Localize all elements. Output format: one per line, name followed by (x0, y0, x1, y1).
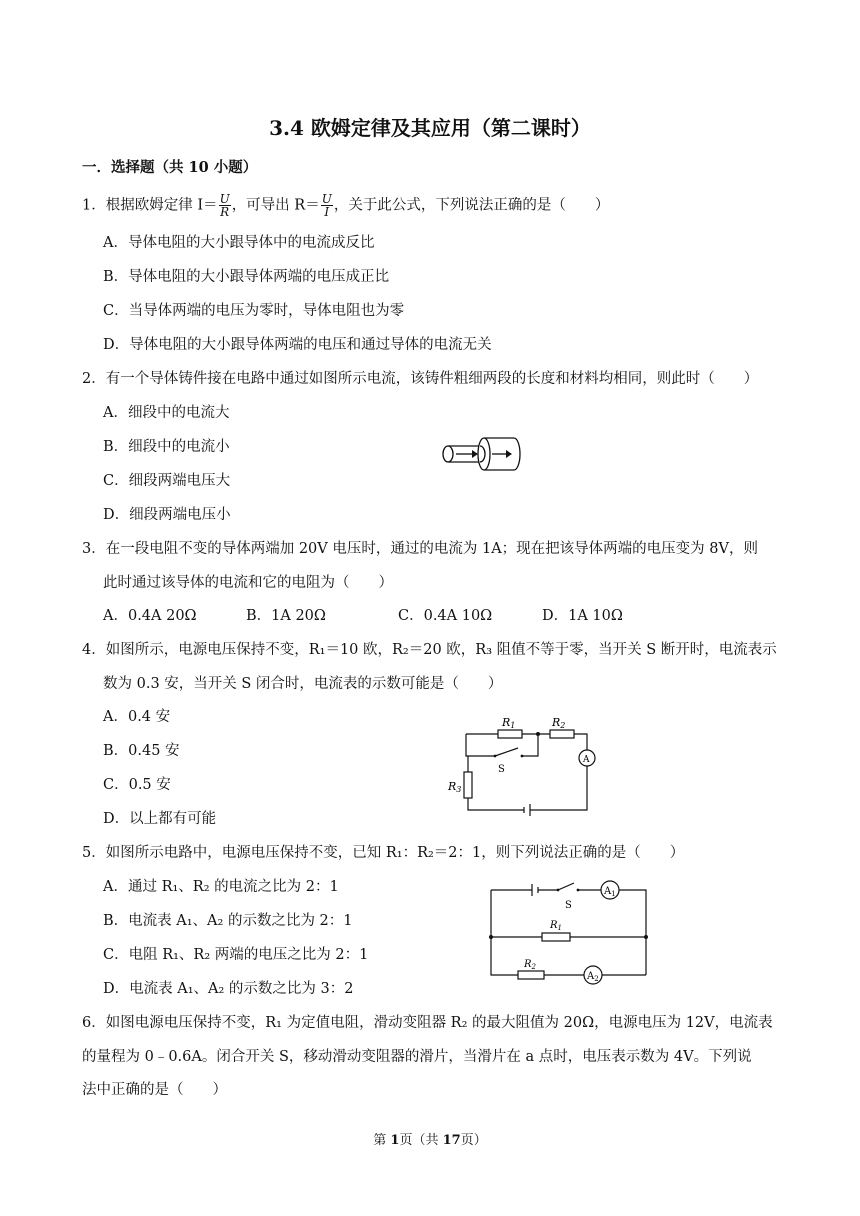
footer-prefix: 第 (373, 1133, 391, 1148)
label-a1: $A_1$ (604, 886, 616, 898)
resistor-r3 (464, 772, 472, 798)
q4-option-d[interactable]: D．以上都有可能 (103, 811, 217, 827)
q1-stem-pre: 1．根据欧姆定律 I＝ (82, 197, 218, 214)
fraction-numerator: U (321, 192, 332, 206)
q2-option-a[interactable]: A．细段中的电流大 (103, 405, 230, 421)
q1-option-c[interactable]: C．当导体两端的电压为零时，导体电阻也为零 (103, 303, 405, 319)
page-footer (0, 1129, 860, 1148)
label-r2: $R_2$ (524, 959, 536, 971)
q2-option-d[interactable]: D．细段两端电压小 (103, 507, 231, 523)
question-3-stem-line1: 3．在一段电阻不变的导体两端加 20V 电压时，通过的电流为 1A；现在把该导体两端的电压变为 8V，则 (82, 541, 758, 557)
label-s: S (498, 764, 505, 775)
fraction-u-over-i (321, 193, 333, 218)
resistor-r2 (550, 730, 574, 738)
q4-option-b[interactable]: B．0.45 安 (103, 743, 180, 759)
fraction-denominator: R (220, 205, 230, 219)
q4-option-a[interactable]: A．0.4 安 (103, 709, 171, 725)
q5-circuit-diagram (488, 880, 654, 984)
label-r1: $R_1$ (550, 920, 562, 932)
question-4-stem-line1: 4．如图所示，电源电压保持不变，R₁＝10 欧，R₂＝20 欧，R₃ 阻值不等于零，当开关 S 断开时，电流表示 (82, 642, 777, 658)
q3-option-d[interactable]: D．1A 10Ω (542, 608, 623, 624)
page-title: 3.4 欧姆定律及其应用（第二课时） (269, 116, 591, 140)
q1-option-a[interactable]: A．导体电阻的大小跟导体中的电流成反比 (103, 235, 375, 251)
resistor-r2 (518, 971, 544, 979)
q3-option-c[interactable]: C．0.4A 10Ω (398, 608, 493, 624)
footer-page-number: 1 (390, 1133, 400, 1148)
q5-option-a[interactable]: A．通过 R₁、R₂ 的电流之比为 2：1 (103, 879, 339, 895)
label-r3: R3 (448, 780, 462, 794)
footer-middle: 页（共 (399, 1133, 443, 1148)
question-5-stem: 5．如图所示电路中，电源电压保持不变，已知 R₁：R₂＝2：1，则下列说法正确的是（ ） (82, 845, 685, 861)
conductor-casting-figure (438, 436, 522, 472)
question-3-stem-line2: 此时通过该导体的电流和它的电阻为（ ） (103, 575, 393, 591)
resistor-r1 (542, 933, 570, 941)
label-s: S (565, 900, 572, 911)
q1-option-b[interactable]: B．导体电阻的大小跟导体两端的电压成正比 (103, 269, 390, 285)
question-6-stem-line2: 的量程为 0﹣0.6A。闭合开关 S，移动滑动变阻器的滑片，当滑片在 a 点时，电压表示数为 4V。下列说 (82, 1049, 752, 1065)
q5-option-c[interactable]: C．电阻 R₁、R₂ 两端的电压之比为 2：1 (103, 947, 369, 963)
footer-total-pages: 17 (442, 1133, 461, 1148)
question-6-stem-line1: 6．如图电源电压保持不变，R₁ 为定值电阻，滑动变阻器 R₂ 的最大阻值为 20Ω，电源电压为 12V，电流表 (82, 1015, 773, 1031)
fraction-denominator: I (324, 205, 330, 219)
q4-circuit-diagram (440, 710, 600, 818)
label-r2: R2 (552, 716, 566, 730)
question-1-stem (82, 193, 609, 218)
q2-option-c[interactable]: C．细段两端电压大 (103, 473, 231, 489)
section-heading: 一．选择题（共 10 小题） (82, 159, 258, 176)
label-a: A (583, 755, 590, 765)
resistor-r1 (498, 730, 522, 738)
q1-stem-post: ，关于此公式，下列说法正确的是（ ） (333, 197, 610, 214)
label-r1: R1 (502, 716, 516, 730)
q5-option-b[interactable]: B．电流表 A₁、A₂ 的示数之比为 2：1 (103, 913, 353, 929)
label-a2: $A_2$ (587, 971, 599, 983)
fraction-u-over-r (219, 193, 231, 218)
q2-option-b[interactable]: B．细段中的电流小 (103, 439, 230, 455)
q1-stem-mid: ，可导出 R＝ (231, 197, 320, 214)
q1-option-d[interactable]: D．导体电阻的大小跟导体两端的电压和通过导体的电流无关 (103, 337, 492, 353)
question-2-stem: 2．有一个导体铸件接在电路中通过如图所示电流，该铸件粗细两段的长度和材料均相同，则此时（ ） (82, 371, 759, 387)
footer-suffix: 页） (460, 1133, 487, 1148)
question-6-stem-line3: 法中正确的是（ ） (82, 1082, 227, 1098)
q3-option-b[interactable]: B．1A 20Ω (246, 608, 326, 624)
q5-option-d[interactable]: D．电流表 A₁、A₂ 的示数之比为 3：2 (103, 981, 354, 997)
switch-s (558, 883, 574, 890)
switch-s (495, 748, 518, 756)
question-4-stem-line2: 数为 0.3 安，当开关 S 闭合时，电流表的示数可能是（ ） (103, 676, 503, 692)
q4-option-c[interactable]: C．0.5 安 (103, 777, 171, 793)
fraction-numerator: U (219, 192, 230, 206)
q3-option-a[interactable]: A．0.4A 20Ω (103, 608, 197, 624)
